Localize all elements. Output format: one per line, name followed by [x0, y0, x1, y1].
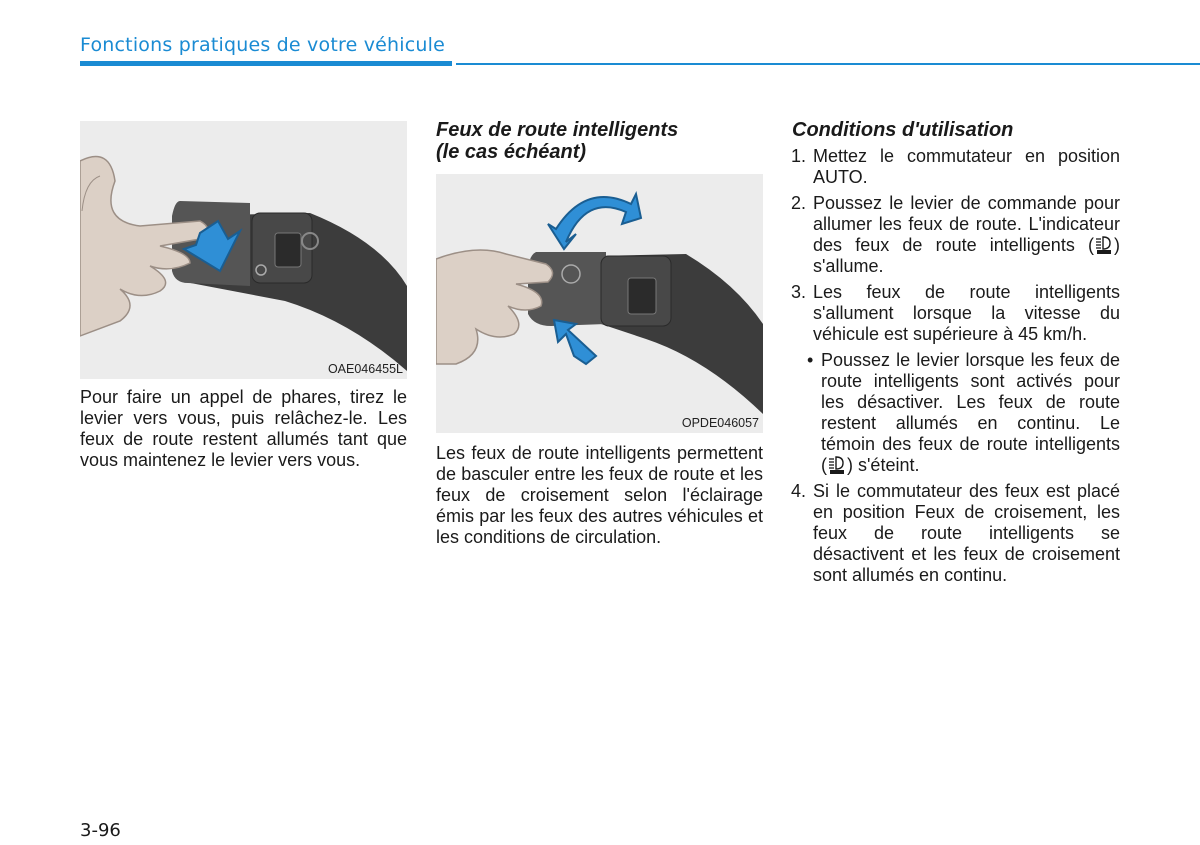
section-title: Fonctions pratiques de votre véhicule	[80, 34, 446, 56]
item-number: 3.	[791, 282, 807, 302]
item-text-after: ) s'allume.	[813, 235, 1120, 276]
bullet-text-before: Poussez le levier lorsque les feux de route intelligents sont activés pour les désactiver. Les feux de route restent allumés en continu. Le témoin des feux de route intelligents (	[821, 350, 1120, 475]
page-number: 3-96	[80, 820, 121, 841]
figure-smart-high-beam	[436, 174, 763, 433]
figure-headlight-flash	[80, 121, 407, 379]
item-text: Les feux de route intelligents s'allument lorsque la vitesse du véhicule est supérieure à 45 km/h.	[813, 282, 1120, 344]
figure-code: OAE046455L	[327, 362, 403, 376]
item-text	[813, 193, 1120, 277]
smart-high-beam-paragraph: Les feux de route intelligents permettent de basculer entre les feux de route et les feux de croisement selon l'éclairage émis par les feux des autres véhicules et les conditions de circulation.	[436, 443, 763, 547]
item-text-before: Poussez le levier de commande pour allumer les feux de route. L'indicateur des feux de route intelligents (	[813, 193, 1120, 255]
item-number: 2.	[791, 193, 807, 213]
item-number: 4.	[791, 481, 807, 501]
heading-line-2: (le cas échéant)	[436, 141, 587, 163]
figure-code: OPDE046057	[681, 416, 759, 430]
item-text: Si le commutateur des feux est placé en position Feux de croisement, les feux de route intelligents se désactivent et les feux de croisement sont allumés en continu.	[813, 481, 1120, 585]
list-item	[791, 282, 1120, 345]
conditions-heading: Conditions d'utilisation	[792, 119, 1014, 141]
header-rule-thick	[80, 61, 452, 66]
lever-pull-illustration	[80, 121, 407, 379]
list-item	[791, 193, 1120, 277]
item-text: Mettez le commutateur en position AUTO.	[813, 146, 1120, 187]
flash-paragraph: Pour faire un appel de phares, tirez le levier vers vous, puis relâchez-le. Les feux de route restent allumés tant que vous maintenez le levier vers vous.	[80, 387, 407, 470]
header-rule-thin	[456, 63, 1200, 65]
lever-push-illustration	[436, 174, 763, 433]
list-bullet	[807, 350, 1120, 476]
smart-high-beam-heading	[436, 119, 763, 163]
heading-line-1: Feux de route intelligents	[436, 119, 679, 141]
high-beam-auto-icon	[827, 456, 847, 474]
conditions-list	[791, 146, 1120, 591]
bullet-text	[821, 350, 1120, 476]
bullet-symbol: •	[807, 350, 814, 370]
bullet-text-after: ) s'éteint.	[847, 455, 920, 475]
list-item	[791, 481, 1120, 586]
item-number: 1.	[791, 146, 807, 166]
list-item	[791, 146, 1120, 188]
high-beam-auto-icon	[1094, 236, 1114, 254]
